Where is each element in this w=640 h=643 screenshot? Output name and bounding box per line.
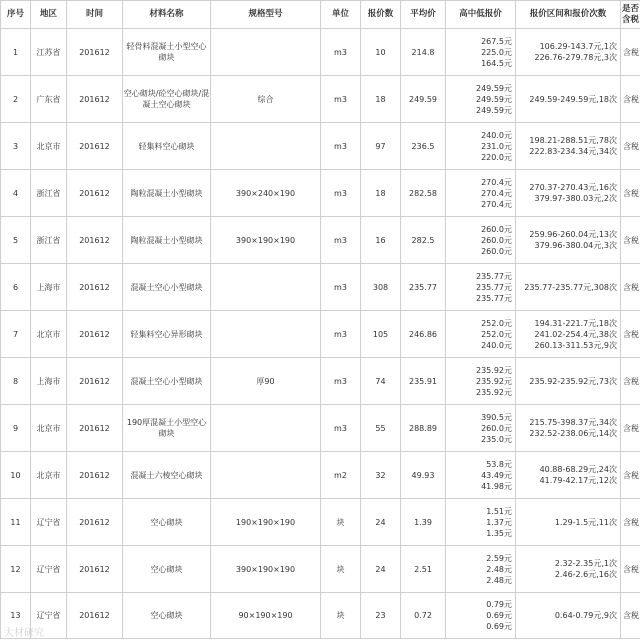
price-value: 1.35元 bbox=[486, 528, 512, 538]
cell-price-ranges bbox=[516, 593, 621, 639]
table-row bbox=[1, 405, 640, 452]
header-material-name: 材料名称 bbox=[123, 1, 211, 29]
cell-unit: m3 bbox=[321, 358, 361, 405]
table-row bbox=[1, 264, 640, 311]
header-region: 地区 bbox=[31, 1, 67, 29]
cell-tax: 含税 bbox=[621, 217, 640, 264]
cell-no: 2 bbox=[1, 76, 31, 123]
cell-time: 201612 bbox=[67, 217, 123, 264]
price-value: 220.0元 bbox=[481, 152, 512, 162]
price-range: 260.13-311.53元,9次 bbox=[534, 340, 617, 350]
cell-time: 201612 bbox=[67, 264, 123, 311]
cell-time: 201612 bbox=[67, 546, 123, 593]
cell-region: 上海市 bbox=[31, 264, 67, 311]
cell-material-name: 混凝土六棱空心砌块 bbox=[123, 452, 211, 499]
price-range: 0.64-0.79元,9次 bbox=[554, 611, 617, 620]
cell-spec: 390×240×190 bbox=[211, 170, 321, 217]
cell-high-mid-low bbox=[446, 76, 516, 123]
cell-material-name: 空心砌块 bbox=[123, 546, 211, 593]
table-row bbox=[1, 29, 640, 76]
cell-no: 9 bbox=[1, 405, 31, 452]
cell-high-mid-low bbox=[446, 311, 516, 358]
price-range: 235.77-235.77元,308次 bbox=[524, 282, 617, 292]
cell-material-name: 轻集料空心砌块 bbox=[123, 123, 211, 170]
price-range: 379.96-380.04元,3次 bbox=[534, 241, 617, 250]
cell-material-name: 空心砌块 bbox=[123, 499, 211, 546]
cell-high-mid-low bbox=[446, 217, 516, 264]
cell-no: 1 bbox=[1, 29, 31, 76]
cell-tax: 含税 bbox=[621, 311, 640, 358]
cell-tax: 含税 bbox=[621, 546, 640, 593]
cell-price-ranges bbox=[516, 264, 621, 311]
cell-unit: 块 bbox=[321, 546, 361, 593]
cell-price-ranges bbox=[516, 76, 621, 123]
header-tax: 是否含税 bbox=[621, 1, 640, 29]
header-average-price: 平均价 bbox=[401, 1, 446, 29]
cell-time: 201612 bbox=[67, 29, 123, 76]
cell-unit: m3 bbox=[321, 29, 361, 76]
cell-average-price: 282.58 bbox=[401, 170, 446, 217]
price-value: 390.5元 bbox=[481, 412, 512, 422]
cell-average-price: 1.39 bbox=[401, 499, 446, 546]
cell-quote-count: 10 bbox=[361, 29, 401, 76]
cell-tax: 含税 bbox=[621, 264, 640, 311]
price-value: 260.0元 bbox=[481, 224, 512, 234]
cell-average-price: 214.8 bbox=[401, 29, 446, 76]
cell-spec: 综合 bbox=[211, 76, 321, 123]
cell-time: 201612 bbox=[67, 593, 123, 639]
price-range: 198.21-288.51元,78次 bbox=[529, 136, 617, 145]
cell-no: 3 bbox=[1, 123, 31, 170]
cell-high-mid-low bbox=[446, 452, 516, 499]
cell-high-mid-low bbox=[446, 264, 516, 311]
cell-spec bbox=[211, 452, 321, 499]
cell-time: 201612 bbox=[67, 311, 123, 358]
price-range: 106.29-143.7元,1次 bbox=[539, 42, 617, 51]
cell-tax: 含税 bbox=[621, 29, 640, 76]
cell-region: 北京市 bbox=[31, 405, 67, 452]
price-value: 2.48元 bbox=[486, 575, 512, 585]
cell-region: 江苏省 bbox=[31, 29, 67, 76]
cell-price-ranges bbox=[516, 29, 621, 76]
cell-time: 201612 bbox=[67, 170, 123, 217]
cell-quote-count: 24 bbox=[361, 499, 401, 546]
table-row bbox=[1, 358, 640, 405]
cell-spec bbox=[211, 29, 321, 76]
cell-average-price: 2.51 bbox=[401, 546, 446, 593]
price-range: 249.59-249.59元,18次 bbox=[529, 94, 617, 104]
cell-quote-count: 16 bbox=[361, 217, 401, 264]
cell-spec: 厚90 bbox=[211, 358, 321, 405]
price-range: 222.83-234.34元,34次 bbox=[529, 147, 617, 156]
price-value: 43.49元 bbox=[481, 470, 512, 480]
cell-spec bbox=[211, 264, 321, 311]
cell-no: 8 bbox=[1, 358, 31, 405]
cell-time: 201612 bbox=[67, 499, 123, 546]
cell-no: 12 bbox=[1, 546, 31, 593]
cell-price-ranges bbox=[516, 546, 621, 593]
price-range: 270.37-270.43元,16次 bbox=[529, 183, 617, 192]
cell-average-price: 235.77 bbox=[401, 264, 446, 311]
price-value: 235.77元 bbox=[476, 282, 512, 292]
cell-tax: 含税 bbox=[621, 76, 640, 123]
header-high-mid-low: 高中低报价 bbox=[446, 1, 516, 29]
cell-tax: 含税 bbox=[621, 170, 640, 217]
table-row bbox=[1, 593, 640, 639]
watermark: 大材研究 bbox=[4, 628, 44, 639]
price-range: 232.52-238.06元,14次 bbox=[529, 429, 617, 438]
cell-region: 北京市 bbox=[31, 123, 67, 170]
cell-unit: 块 bbox=[321, 593, 361, 639]
price-value: 270.4元 bbox=[481, 199, 512, 209]
price-range: 40.88-68.29元,24次 bbox=[539, 465, 617, 474]
price-value: 2.59元 bbox=[486, 553, 512, 563]
cell-price-ranges bbox=[516, 123, 621, 170]
table-row bbox=[1, 170, 640, 217]
price-range: 2.46-2.6元,16次 bbox=[554, 570, 617, 579]
price-value: 0.69元 bbox=[486, 622, 512, 631]
cell-average-price: 49.93 bbox=[401, 452, 446, 499]
cell-tax: 含税 bbox=[621, 452, 640, 499]
cell-material-name: 空心砌块/砼空心砌块/混凝土空心砌块 bbox=[123, 76, 211, 123]
table-row bbox=[1, 499, 640, 546]
price-value: 235.0元 bbox=[481, 434, 512, 444]
price-range: 379.97-380.03元,2次 bbox=[534, 194, 617, 203]
price-value: 249.59元 bbox=[476, 105, 512, 115]
cell-tax: 含税 bbox=[621, 593, 640, 639]
cell-spec: 390×190×190 bbox=[211, 217, 321, 264]
cell-material-name: 陶粒混凝土小型砌块 bbox=[123, 217, 211, 264]
cell-time: 201612 bbox=[67, 123, 123, 170]
cell-region: 上海市 bbox=[31, 358, 67, 405]
price-range: 215.75-398.37元,34次 bbox=[529, 418, 617, 427]
cell-high-mid-low bbox=[446, 499, 516, 546]
cell-spec: 390×190×190 bbox=[211, 546, 321, 593]
cell-average-price: 235.91 bbox=[401, 358, 446, 405]
price-range: 1.29-1.5元,11次 bbox=[554, 517, 617, 527]
cell-no: 13 bbox=[1, 593, 31, 639]
price-value: 252.0元 bbox=[481, 318, 512, 328]
price-value: 270.4元 bbox=[481, 177, 512, 187]
price-value: 249.59元 bbox=[476, 94, 512, 104]
cell-price-ranges bbox=[516, 405, 621, 452]
cell-no: 7 bbox=[1, 311, 31, 358]
price-value: 1.51元 bbox=[486, 506, 512, 516]
cell-material-name: 空心砌块 bbox=[123, 593, 211, 639]
cell-unit: m3 bbox=[321, 264, 361, 311]
price-value: 252.0元 bbox=[481, 329, 512, 339]
cell-high-mid-low bbox=[446, 405, 516, 452]
table-row bbox=[1, 546, 640, 593]
cell-price-ranges bbox=[516, 217, 621, 264]
cell-tax: 含税 bbox=[621, 358, 640, 405]
cell-no: 10 bbox=[1, 452, 31, 499]
cell-spec bbox=[211, 311, 321, 358]
cell-quote-count: 18 bbox=[361, 170, 401, 217]
cell-price-ranges bbox=[516, 499, 621, 546]
price-value: 267.5元 bbox=[481, 36, 512, 46]
cell-region: 辽宁省 bbox=[31, 593, 67, 639]
cell-high-mid-low bbox=[446, 546, 516, 593]
table-row bbox=[1, 217, 640, 264]
price-value: 164.5元 bbox=[481, 58, 512, 68]
price-value: 240.0元 bbox=[481, 130, 512, 140]
cell-unit: 块 bbox=[321, 499, 361, 546]
cell-quote-count: 308 bbox=[361, 264, 401, 311]
cell-high-mid-low bbox=[446, 593, 516, 639]
cell-unit: m3 bbox=[321, 170, 361, 217]
cell-quote-count: 23 bbox=[361, 593, 401, 639]
cell-tax: 含税 bbox=[621, 499, 640, 546]
cell-quote-count: 74 bbox=[361, 358, 401, 405]
cell-quote-count: 105 bbox=[361, 311, 401, 358]
cell-region: 北京市 bbox=[31, 452, 67, 499]
cell-price-ranges bbox=[516, 452, 621, 499]
cell-tax: 含税 bbox=[621, 405, 640, 452]
cell-average-price: 236.5 bbox=[401, 123, 446, 170]
cell-unit: m3 bbox=[321, 405, 361, 452]
price-range: 241.02-254.4元,38次 bbox=[534, 329, 617, 339]
price-value: 235.77元 bbox=[476, 271, 512, 281]
price-value: 2.48元 bbox=[486, 564, 512, 574]
cell-high-mid-low bbox=[446, 358, 516, 405]
cell-unit: m3 bbox=[321, 76, 361, 123]
cell-spec: 90×190×190 bbox=[211, 593, 321, 639]
price-value: 225.0元 bbox=[481, 47, 512, 57]
cell-quote-count: 24 bbox=[361, 546, 401, 593]
cell-unit: m2 bbox=[321, 452, 361, 499]
price-value: 235.77元 bbox=[476, 293, 512, 303]
cell-material-name: 混凝土空心小型砌块 bbox=[123, 264, 211, 311]
cell-price-ranges bbox=[516, 170, 621, 217]
cell-quote-count: 97 bbox=[361, 123, 401, 170]
price-range: 259.96-260.04元,13次 bbox=[529, 230, 617, 239]
cell-region: 北京市 bbox=[31, 311, 67, 358]
price-value: 0.79元 bbox=[486, 600, 512, 609]
cell-material-name: 轻骨料混凝土小型空心砌块 bbox=[123, 29, 211, 76]
price-range: 41.79-42.17元,12次 bbox=[539, 476, 617, 485]
header-unit: 单位 bbox=[321, 1, 361, 29]
price-value: 260.0元 bbox=[481, 423, 512, 433]
cell-average-price: 0.72 bbox=[401, 593, 446, 639]
price-value: 0.69元 bbox=[486, 611, 512, 620]
cell-unit: m3 bbox=[321, 123, 361, 170]
cell-region: 浙江省 bbox=[31, 170, 67, 217]
cell-region: 辽宁省 bbox=[31, 499, 67, 546]
price-range: 2.32-2.35元,1次 bbox=[554, 559, 617, 568]
cell-quote-count: 55 bbox=[361, 405, 401, 452]
price-value: 235.92元 bbox=[476, 387, 512, 397]
price-range: 194.31-221.7元,18次 bbox=[534, 318, 617, 328]
price-value: 260.0元 bbox=[481, 235, 512, 245]
price-value: 270.4元 bbox=[481, 188, 512, 198]
header-spec: 规格型号 bbox=[211, 1, 321, 29]
price-value: 231.0元 bbox=[481, 141, 512, 151]
cell-average-price: 249.59 bbox=[401, 76, 446, 123]
cell-average-price: 282.5 bbox=[401, 217, 446, 264]
header-price-ranges: 报价区间和报价次数 bbox=[516, 1, 621, 29]
cell-no: 11 bbox=[1, 499, 31, 546]
cell-high-mid-low bbox=[446, 123, 516, 170]
cell-time: 201612 bbox=[67, 452, 123, 499]
cell-time: 201612 bbox=[67, 358, 123, 405]
table-row bbox=[1, 311, 640, 358]
price-value: 235.92元 bbox=[476, 365, 512, 375]
cell-spec bbox=[211, 123, 321, 170]
cell-material-name: 陶粒混凝土小型砌块 bbox=[123, 170, 211, 217]
cell-material-name: 轻集料空心异形砌块 bbox=[123, 311, 211, 358]
price-value: 41.98元 bbox=[481, 481, 512, 491]
cell-region: 浙江省 bbox=[31, 217, 67, 264]
cell-high-mid-low bbox=[446, 29, 516, 76]
cell-average-price: 288.89 bbox=[401, 405, 446, 452]
header-row bbox=[1, 1, 640, 29]
cell-region: 广东省 bbox=[31, 76, 67, 123]
cell-no: 6 bbox=[1, 264, 31, 311]
cell-region: 辽宁省 bbox=[31, 546, 67, 593]
cell-time: 201612 bbox=[67, 76, 123, 123]
cell-spec: 190×190×190 bbox=[211, 499, 321, 546]
table-row bbox=[1, 76, 640, 123]
price-range: 226.76-279.78元,3次 bbox=[534, 53, 617, 62]
cell-high-mid-low bbox=[446, 170, 516, 217]
price-value: 235.92元 bbox=[476, 376, 512, 386]
cell-quote-count: 18 bbox=[361, 76, 401, 123]
cell-unit: m3 bbox=[321, 311, 361, 358]
header-quote-count: 报价数 bbox=[361, 1, 401, 29]
table-row bbox=[1, 123, 640, 170]
cell-quote-count: 32 bbox=[361, 452, 401, 499]
table-row bbox=[1, 452, 640, 499]
cell-average-price: 246.86 bbox=[401, 311, 446, 358]
cell-no: 5 bbox=[1, 217, 31, 264]
price-range: 235.92-235.92元,73次 bbox=[529, 376, 617, 386]
price-value: 249.59元 bbox=[476, 83, 512, 93]
price-value: 1.37元 bbox=[486, 517, 512, 527]
table-body bbox=[1, 29, 640, 639]
header-no: 序号 bbox=[1, 1, 31, 29]
cell-tax: 含税 bbox=[621, 123, 640, 170]
cell-material-name: 190厚混凝土小型空心砌块 bbox=[123, 405, 211, 452]
cell-material-name: 混凝土空心小型砌块 bbox=[123, 358, 211, 405]
cell-price-ranges bbox=[516, 311, 621, 358]
price-value: 53.8元 bbox=[486, 459, 512, 469]
cell-time: 201612 bbox=[67, 405, 123, 452]
cell-unit: m3 bbox=[321, 217, 361, 264]
cell-spec bbox=[211, 405, 321, 452]
cell-no: 4 bbox=[1, 170, 31, 217]
price-value: 240.0元 bbox=[481, 340, 512, 350]
price-value: 260.0元 bbox=[481, 246, 512, 256]
header-time: 时间 bbox=[67, 1, 123, 29]
cell-price-ranges bbox=[516, 358, 621, 405]
